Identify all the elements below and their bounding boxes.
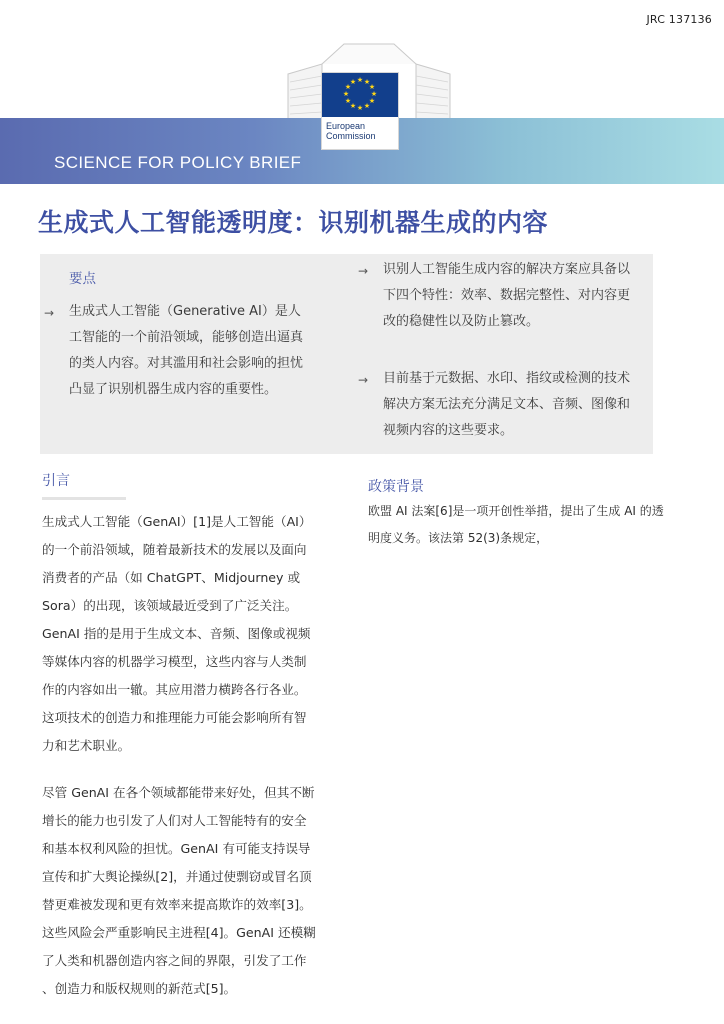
svg-text:★: ★ (356, 76, 364, 84)
report-id: JRC 137136 (646, 13, 712, 26)
key-point-3-line: 视频内容的这些要求。 (383, 423, 514, 438)
svg-text:★: ★ (349, 102, 357, 110)
paragraph-line: 这项技术的创造力和推理能力可能会影响所有智 (42, 710, 307, 725)
paragraph-line: 欧盟 AI 法案[6]是一项开创性举措，提出了生成 AI 的透 (368, 504, 664, 518)
logo-line-1: European (326, 121, 366, 131)
paragraph-line: 作的内容如出一辙。其应用潜力横跨各行各业。 (42, 682, 307, 697)
key-point-1-line: 工智能的一个前沿领域，能够创造出逼真 (69, 330, 304, 345)
key-point-2 (383, 257, 630, 335)
svg-text:★: ★ (344, 97, 352, 105)
paragraph-line: 力和艺术职业。 (42, 738, 131, 753)
paragraph-line: GenAI 指的是用于生成文本、音频、图像或视频 (42, 626, 311, 641)
banner-title: SCIENCE FOR POLICY BRIEF (54, 153, 302, 172)
intro-heading: 引言 (42, 473, 70, 489)
document-title: 生成式人工智能透明度：识别机器生成的内容 (38, 208, 549, 237)
svg-text:★: ★ (342, 90, 350, 98)
key-point-1 (69, 299, 303, 403)
paragraph-line: 和基本权利风险的担忧。GenAI 有可能支持误导 (42, 841, 311, 856)
svg-text:★: ★ (363, 78, 371, 86)
section-divider (42, 497, 126, 500)
paragraph-line: 尽管 GenAI 在各个领域都能带来好处，但其不断 (42, 785, 315, 800)
ec-logo-text (326, 121, 376, 141)
key-point-1-line: 的类人内容。对其滥用和社会影响的担忧 (69, 356, 304, 371)
paragraph-line: 的一个前沿领域，随着最新技术的发展以及面向 (42, 542, 307, 557)
svg-text:★: ★ (344, 83, 352, 91)
intro-paragraph-2 (42, 779, 316, 1003)
key-point-1-line: 生成式人工智能（Generative AI）是人 (69, 304, 301, 319)
policy-paragraph (368, 498, 664, 552)
svg-text:★: ★ (368, 97, 376, 105)
key-point-3-line: 解决方案无法充分满足文本、音频、图像和 (383, 397, 631, 412)
key-point-3 (383, 366, 630, 444)
key-point-3-line: 目前基于元数据、水印、指纹或检测的技术 (383, 371, 631, 386)
svg-text:★: ★ (363, 102, 371, 110)
svg-text:★: ★ (368, 83, 376, 91)
arrow-right-icon: → (358, 264, 369, 278)
key-point-1-line: 凸显了识别机器生成内容的重要性。 (69, 382, 278, 397)
svg-text:★: ★ (356, 104, 364, 112)
key-point-2-line: 下四个特性：效率、数据完整性、对内容更 (383, 288, 631, 303)
paragraph-line: 替更难被发现和更有效率来提高欺诈的效率[3]。 (42, 897, 312, 912)
paragraph-line: 了人类和机器创造内容之间的界限，引发了工作 (42, 953, 307, 968)
paragraph-line: 增长的能力也引发了人们对人工智能特有的安全 (42, 813, 307, 828)
svg-text:★: ★ (349, 78, 357, 86)
paragraph-line: 生成式人工智能（GenAI）[1]是人工智能（AI） (42, 514, 312, 529)
paragraph-line: 等媒体内容的机器学习模型，这些内容与人类制 (42, 654, 307, 669)
paragraph-line: 这些风险会严重影响民主进程[4]。GenAI 还模糊 (42, 925, 316, 940)
paragraph-line: 消费者的产品（如 ChatGPT、Midjourney 或 (42, 570, 301, 585)
paragraph-line: 、创造力和版权规则的新范式[5]。 (42, 981, 237, 996)
key-point-2-line: 改的稳健性以及防止篡改。 (383, 314, 540, 329)
paragraph-line: Sora）的出现，该领域最近受到了广泛关注。 (42, 598, 298, 613)
policy-heading: 政策背景 (368, 479, 424, 495)
arrow-right-icon: → (358, 373, 369, 387)
logo-line-2: Commission (326, 131, 376, 141)
eu-stars-icon (322, 73, 398, 117)
paragraph-line: 明度义务。该法第 52(3)条规定， (368, 531, 549, 545)
paragraph-line: 宣传和扩大舆论操纵[2]，并通过使剽窃或冒名顶 (42, 869, 312, 884)
key-point-2-line: 识别人工智能生成内容的解决方案应具备以 (383, 262, 631, 277)
intro-paragraph-1 (42, 508, 312, 760)
key-points-heading: 要点 (69, 271, 96, 287)
arrow-right-icon: → (44, 306, 55, 320)
svg-text:★: ★ (370, 90, 378, 98)
eu-flag-icon (322, 73, 398, 117)
